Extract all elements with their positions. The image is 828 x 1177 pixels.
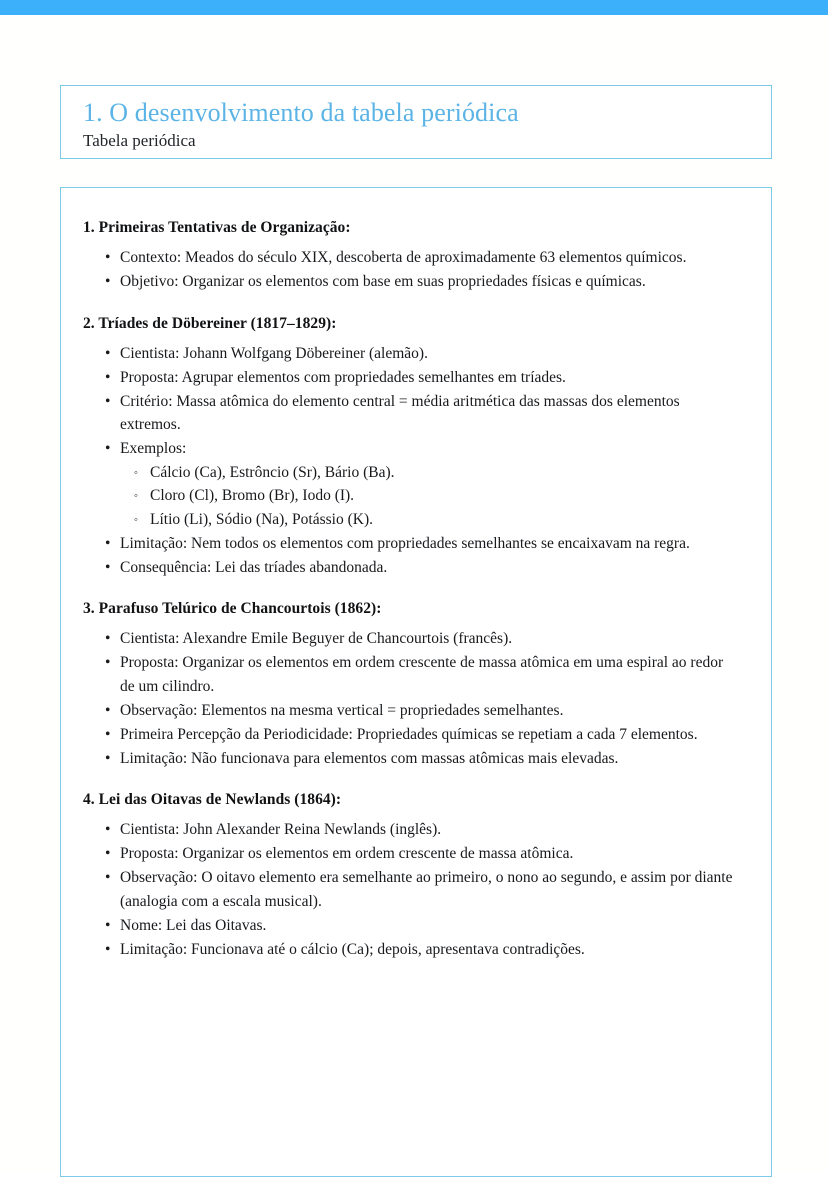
list-item [83,627,735,651]
list-item [83,651,735,698]
bullet-marker-icon: • [105,273,111,290]
bullet-marker-icon: • [105,654,111,671]
sub-bullet-marker-icon: ◦ [134,466,138,479]
list-item [83,246,735,270]
section-3 [83,599,735,770]
bullet-marker-icon: • [105,630,111,647]
section-2 [83,314,735,580]
document-header-box [60,85,772,159]
bullet-marker-icon: • [105,392,111,410]
top-accent-bar [0,0,828,15]
list-item-text: Critério: Massa atômica do elemento central = média aritmética das massas dos elementos extremos. [120,392,680,433]
list-item [83,390,735,437]
section-heading: 3. Parafuso Telúrico de Chancourtois (1862): [83,600,382,617]
list-item-text: Cientista: John Alexander Reina Newlands (inglês). [120,821,442,838]
list-item [83,699,735,723]
section-1 [83,218,735,294]
list-item-text: Primeira Percepção da Periodicidade: Propriedades químicas se repetiam a cada 7 elementos. [120,725,698,743]
bullet-marker-icon: • [105,368,111,386]
list-item-text: Proposta: Agrupar elementos com propriedades semelhantes em tríades. [120,368,566,386]
sub-list-item-text: Cálcio (Ca), Estrôncio (Sr), Bário (Ba). [150,463,395,481]
sub-bullet-list [120,461,735,532]
list-item-text: Observação: Elementos na mesma vertical = propriedades semelhantes. [120,701,564,719]
document-page [0,15,828,1171]
section-heading: 1. Primeiras Tentativas de Organização: [83,219,351,236]
sub-bullet-marker-icon: ◦ [134,513,138,526]
document-content-box [60,187,772,1177]
list-item [83,556,735,580]
bullet-list [83,342,735,580]
list-item-text: Observação: O oitavo elemento era semelhante ao primeiro, o nono ao segundo, e assim por diante (analogia com a escala musical). [120,869,733,910]
bullet-marker-icon: • [105,249,111,266]
list-item [83,723,735,747]
bullet-list [83,627,735,770]
page-title: 1. O desenvolvimento da tabela periódica [83,98,519,127]
bullet-marker-icon: • [105,534,111,552]
section-heading: 4. Lei das Oitavas de Newlands (1864): [83,791,342,808]
bullet-marker-icon: • [105,440,111,457]
bullet-marker-icon: • [105,344,111,362]
bullet-marker-icon: • [105,558,111,576]
list-item-text: Objetivo: Organizar os elementos com base em suas propriedades físicas e químicas. [120,273,646,290]
bullet-marker-icon: • [105,845,111,862]
list-item-text: Proposta: Organizar os elementos em ordem crescente de massa atômica. [120,845,574,862]
list-item [83,366,735,390]
bullet-marker-icon: • [105,725,111,743]
list-item-text: Exemplos: [120,440,187,457]
list-item [83,818,735,842]
bullet-list [83,246,735,294]
sub-list-item-text: Cloro (Cl), Bromo (Br), Iodo (I). [150,487,355,504]
page-subtitle: Tabela periódica [83,131,196,150]
list-item-text: Cientista: Alexandre Emile Beguyer de Chancourtois (francês). [120,630,513,647]
bullet-marker-icon: • [105,916,111,934]
list-item-text: Limitação: Funcionava até o cálcio (Ca); depois, apresentava contradições. [120,940,585,958]
section-4 [83,790,735,961]
bullet-marker-icon: • [105,749,111,767]
list-item [83,842,735,866]
bullet-marker-icon: • [105,701,111,719]
list-item-text: Nome: Lei das Oitavas. [120,916,267,934]
bullet-marker-icon: • [105,940,111,958]
list-item [83,270,735,294]
bullet-list [83,818,735,961]
list-item-text: Consequência: Lei das tríades abandonada. [120,558,388,576]
sub-list-item-text: Lítio (Li), Sódio (Na), Potássio (K). [150,510,374,528]
section-heading: 2. Tríades de Döbereiner (1817–1829): [83,314,337,332]
list-item [83,938,735,962]
list-item [83,437,735,531]
list-item [83,866,735,913]
list-item-text: Proposta: Organizar os elementos em ordem crescente de massa atômica em uma espiral ao redor de um cilindro. [120,654,724,695]
bullet-marker-icon: • [105,821,111,838]
list-item [83,532,735,556]
list-item [83,914,735,938]
list-item-text: Limitação: Nem todos os elementos com propriedades semelhantes se encaixavam na regra. [120,534,690,552]
sub-list-item [120,461,735,485]
list-item-text: Cientista: Johann Wolfgang Döbereiner (alemão). [120,344,428,362]
list-item-text: Contexto: Meados do século XIX, descoberta de aproximadamente 63 elementos químicos. [120,249,687,266]
list-item-text: Limitação: Não funcionava para elementos com massas atômicas mais elevadas. [120,749,619,767]
list-item [83,342,735,366]
sub-list-item [120,508,735,532]
sub-bullet-marker-icon: ◦ [134,490,138,502]
sub-list-item [120,484,735,508]
list-item [83,747,735,771]
bullet-marker-icon: • [105,869,111,886]
